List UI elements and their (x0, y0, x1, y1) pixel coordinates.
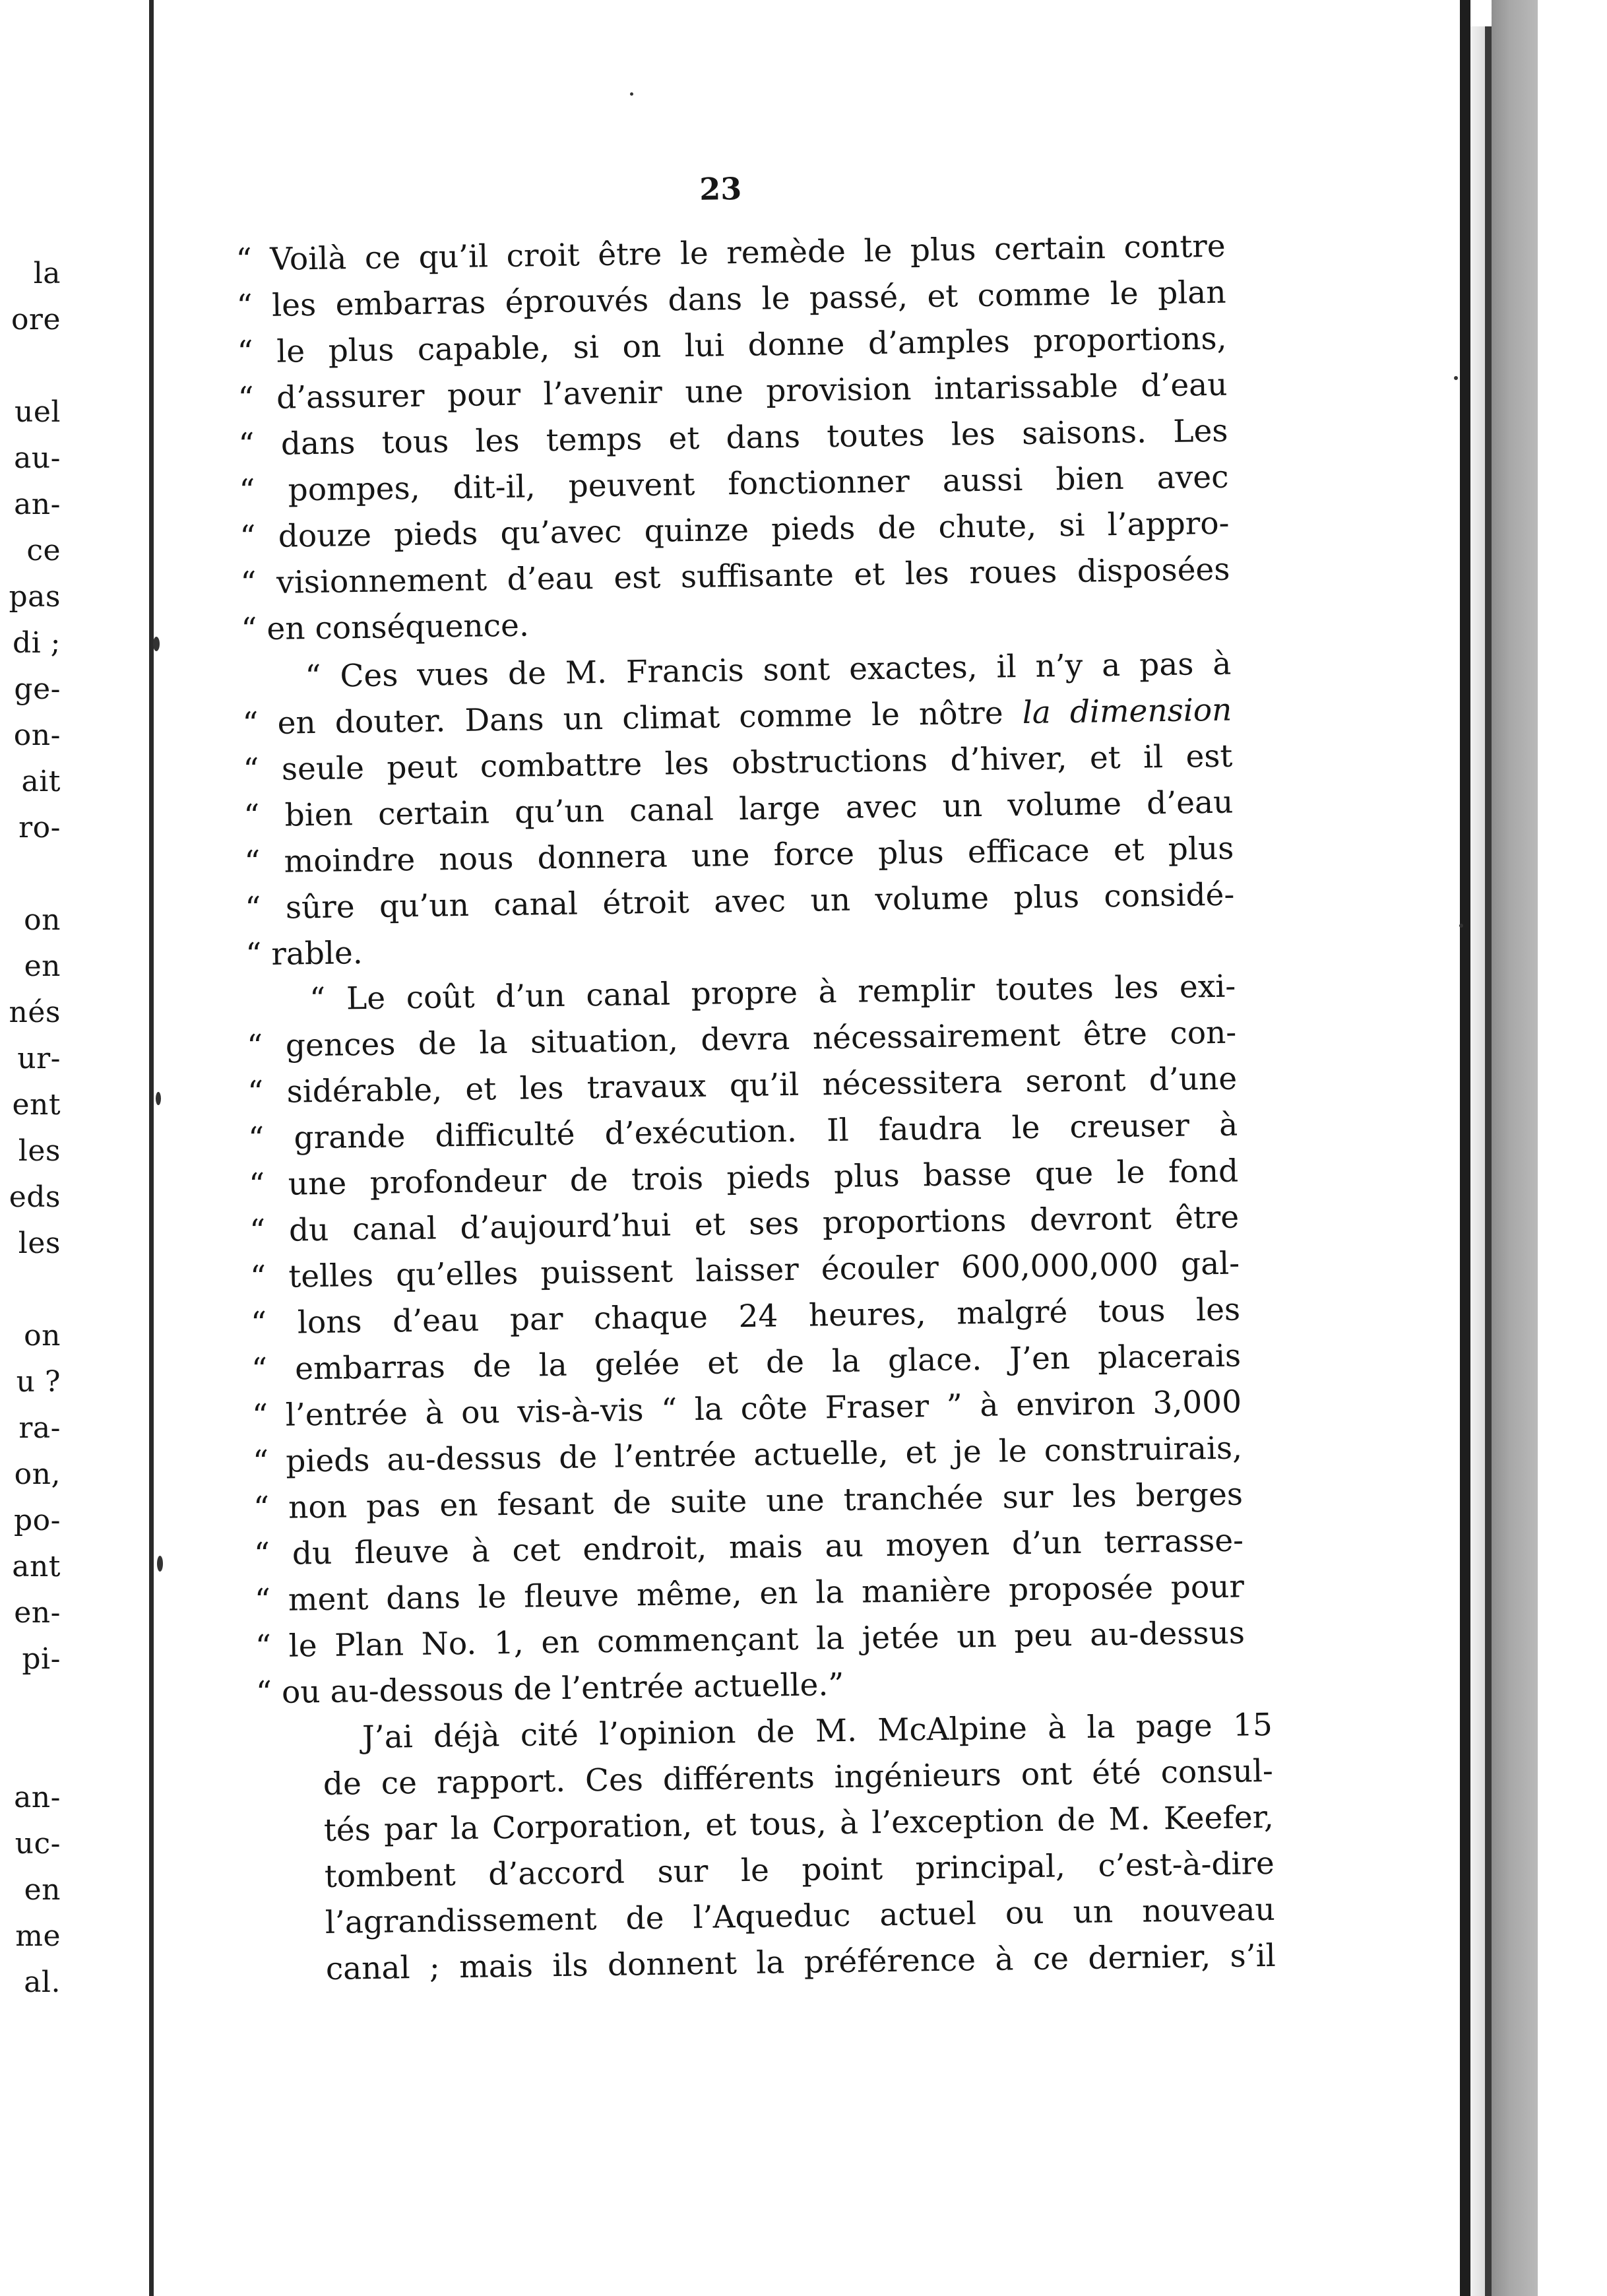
text-line: “ embarras de la gelée et de la glace. J’en placerais (251, 1337, 1242, 1388)
fragment: ant (12, 1550, 61, 1583)
binding-mark (153, 637, 160, 651)
fragment: la (33, 257, 61, 290)
text-line: “ moindre nous donnera une force plus efficace et plus (244, 830, 1234, 881)
italic-emphasis: la dimension (1022, 691, 1232, 732)
text-line: “ l’entrée à ou vis-à-vis “ la côte Fraser ” à environ 3,000 (251, 1384, 1242, 1434)
text-line: “ une profondeur de trois pieds plus basse que le fond (248, 1153, 1239, 1203)
text-line: “ ment dans le fleuve même, en la manière proposée pour (254, 1568, 1245, 1619)
text-line: “ dans tous les temps et dans toutes les saisons. Les (238, 412, 1228, 463)
fragment: uel (15, 395, 61, 429)
fragment: on (24, 903, 61, 937)
fragment: pi- (22, 1642, 61, 1676)
text-line: l’agrandissement de l’Aqueduc actuel ou un nouveau (325, 1891, 1276, 1941)
fragment: ro- (18, 811, 61, 845)
page-edge-paper (1470, 26, 1485, 2296)
page-number: 23 (699, 170, 742, 207)
fragment: al. (24, 1965, 61, 1999)
fragment: ent (12, 1088, 61, 1122)
text-line: “ les embarras éprouvés dans le passé, et comme le plan (236, 274, 1226, 325)
dust-speck (630, 92, 633, 96)
fragment: ge- (14, 672, 61, 706)
text-line: “ d’assurer pour l’avenir une provision intarissable d’eau (237, 366, 1228, 417)
text-line: “ douze pieds qu’avec quinze pieds de chute, si l’appro- (239, 505, 1230, 556)
binding-gutter (149, 0, 154, 2296)
quote-paragraph-1 (236, 224, 1231, 653)
text-line: “ visionnement d’eau est suffisante et les roues disposées (240, 551, 1230, 602)
fragment: ur- (17, 1042, 61, 1075)
dust-speck (1459, 924, 1463, 928)
fragment: les (18, 1227, 61, 1260)
text-line: “ le plus capable, si on lui donne d’amples proportions, (237, 320, 1227, 371)
fragment: eds (9, 1180, 61, 1214)
text-line: “ ou au-dessous de l’entrée actuelle.” (255, 1666, 844, 1711)
dust-speck (1454, 376, 1458, 380)
text-line: “ du canal d’aujourd’hui et ses proportions devront être (249, 1199, 1240, 1250)
fragment: on- (13, 718, 61, 752)
fragment: an- (14, 488, 61, 521)
facing-page-text-fragments (0, 251, 61, 2006)
text-line: “ pompes, dit-il, peuvent fonctionner aussi bien avec (239, 459, 1229, 509)
text-line: “ Le coût d’un canal propre à remplir toutes les exi- (309, 968, 1236, 1018)
body-paragraph (322, 1702, 1276, 1993)
fragment: an- (14, 1781, 61, 1814)
fragment: pas (9, 580, 61, 614)
fragment: en (24, 949, 61, 983)
text-line: tombent d’accord sur le point principal, c’est-à-dire (324, 1845, 1275, 1895)
text-line: “ sûre qu’un canal étroit avec un volume plus considé- (245, 876, 1235, 927)
page-edge-shadow (1460, 0, 1470, 2296)
fragment (0, 1267, 61, 1313)
text-line: “ du fleuve à cet endroit, mais au moyen d’un terrasse- (253, 1522, 1244, 1573)
text-line: de ce rapport. Ces différents ingénieurs ont été consul- (323, 1752, 1274, 1803)
text-line: canal ; mais ils donnent la préférence à ce dernier, s’il (325, 1937, 1276, 1987)
text-line: “ bien certain qu’un canal large avec un volume d’eau (243, 784, 1234, 835)
text-line: “ seule peut combattre les obstructions d’hiver, et il est (243, 738, 1233, 788)
fragment: di ; (12, 626, 61, 660)
fragment: en (24, 1873, 61, 1907)
text-line: “ pieds au-dessus de l’entrée actuelle, et je le construirais, (252, 1430, 1243, 1481)
fragment: on, (14, 1457, 61, 1491)
scan-background (1538, 0, 1607, 2296)
fragment (0, 1682, 61, 1729)
text-line: “ sidérable, et les travaux qu’il nécessitera seront d’une (247, 1060, 1238, 1111)
page-edge-line (1485, 26, 1492, 2296)
text-line: “ gences de la situation, devra nécessairement être con- (246, 1014, 1237, 1065)
fragment: uc- (15, 1827, 61, 1861)
fragment: me (15, 1919, 61, 1953)
text-line: tés par la Corporation, et tous, à l’exception de M. Keefer, (323, 1799, 1275, 1849)
fragment: en- (14, 1596, 61, 1630)
fragment: ce (26, 534, 61, 567)
quote-paragraph-3 (246, 964, 1245, 1717)
fragment (0, 343, 61, 389)
text-line: “ grande difficulté d’exécution. Il faudra le creuser à (247, 1106, 1238, 1157)
binding-mark (156, 1092, 161, 1105)
fragment: on (24, 1319, 61, 1353)
text-line: “ Ces vues de M. Francis sont exactes, il n’y a pas à (305, 645, 1232, 695)
fragment: nés (9, 996, 61, 1029)
text-line-part: “ en douter. Dans un climat comme le nôtre (242, 695, 1004, 742)
book-cover-edge (1492, 0, 1538, 2296)
fragment: u ? (16, 1365, 61, 1399)
fragment: po- (13, 1504, 61, 1537)
quote-paragraph-2 (241, 641, 1236, 978)
fragment: ait (21, 765, 61, 798)
fragment: au- (14, 441, 61, 475)
text-line: J’ai déjà cité l’opinion de M. McAlpine à la page 15 (362, 1706, 1273, 1756)
text-line: “ non pas en fesant de suite une tranchée sur les berges (253, 1476, 1244, 1527)
binding-mark (157, 1556, 163, 1572)
fragment: les (18, 1134, 61, 1168)
fragment: ra- (18, 1411, 61, 1445)
fragment (0, 1729, 61, 1775)
text-line: “ lons d’eau par chaque 24 heures, malgré tous les (250, 1291, 1241, 1342)
text-line: “ le Plan No. 1, en commençant la jetée un peu au-dessus (255, 1614, 1245, 1665)
fragment: ore (11, 303, 61, 336)
text-line: “ telles qu’elles puissent laisser écouler 600,000,000 gal- (249, 1245, 1240, 1296)
text-line: “ en conséquence. (241, 607, 530, 648)
text-line: “ Voilà ce qu’il croit être le remède le plus certain contre (236, 228, 1226, 278)
fragment (0, 851, 61, 897)
text-line: “ rable. (245, 935, 363, 973)
